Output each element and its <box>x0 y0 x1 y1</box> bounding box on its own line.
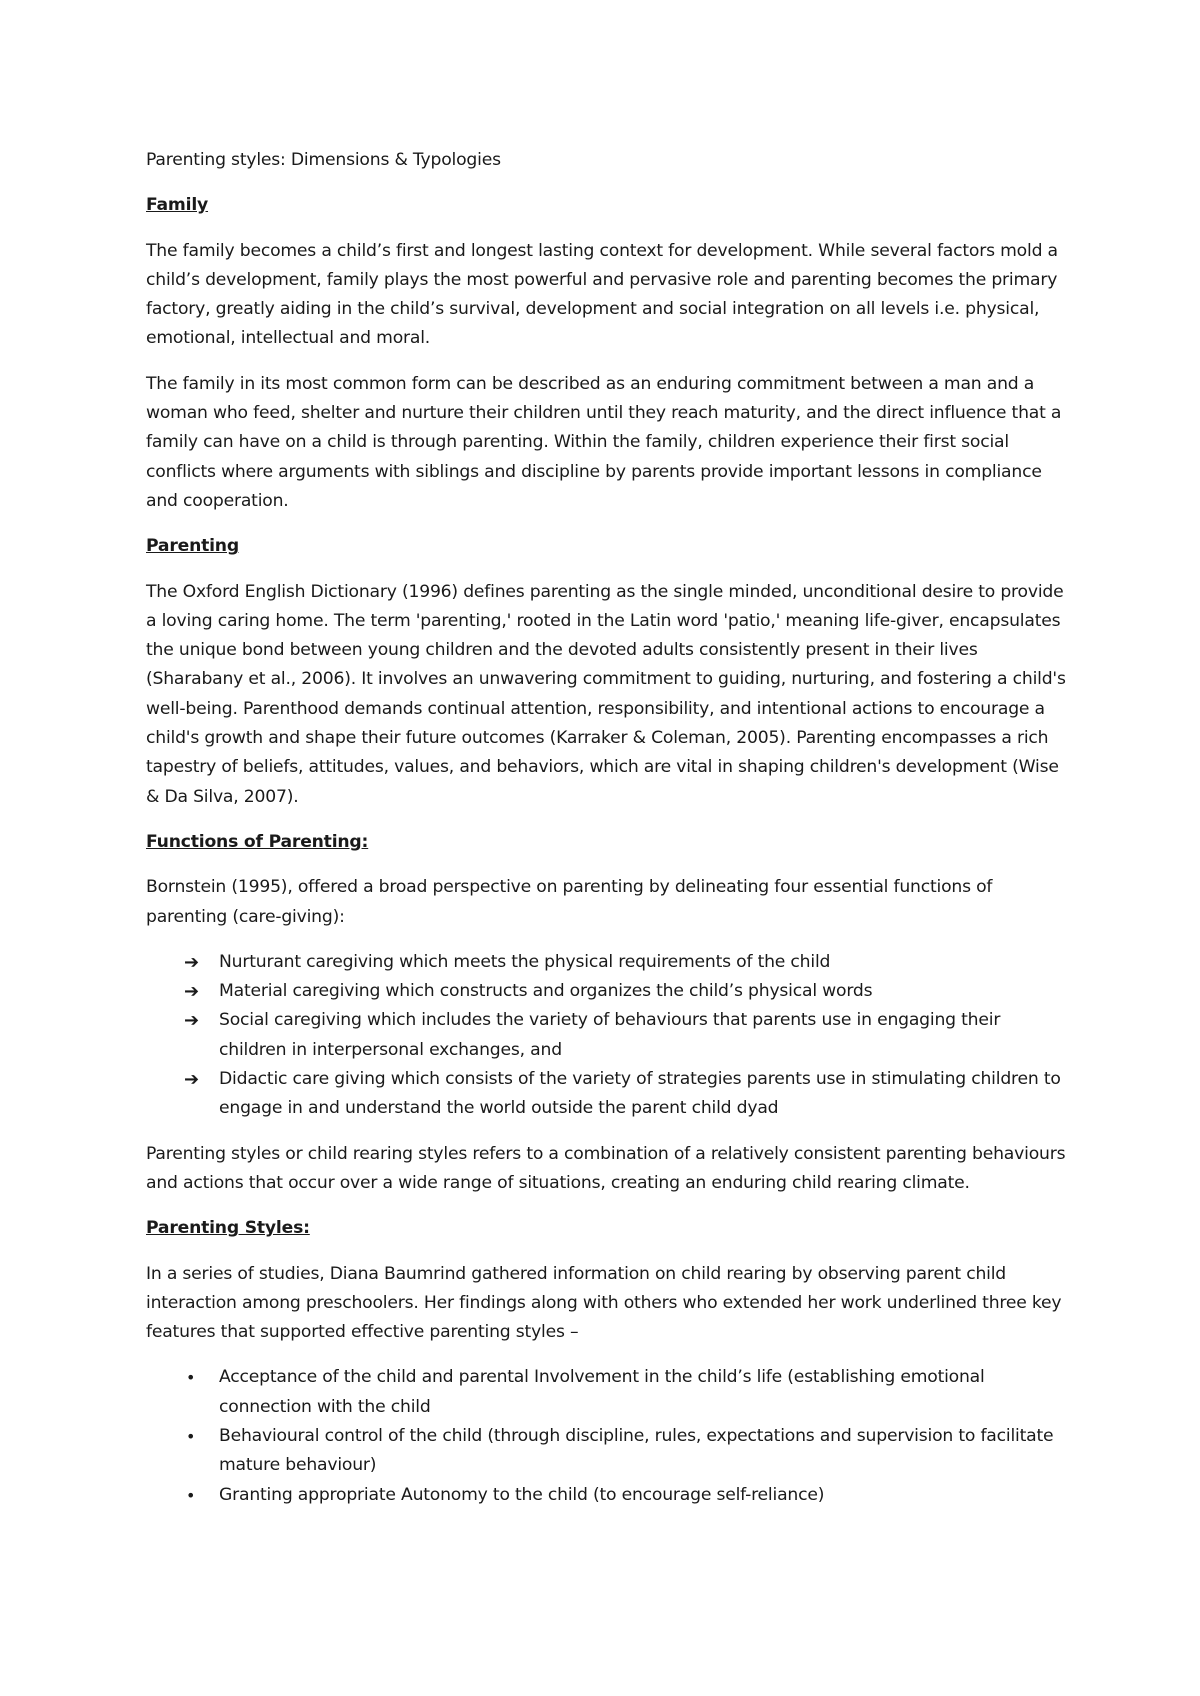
styles-list <box>146 1363 1066 1509</box>
arrow-icon: ➔ <box>184 951 199 973</box>
family-paragraph-1: The family becomes a child’s first and longest lasting context for development. While several factors mold a child’s development, family plays the most powerful and pervasive role and parenting becomes the primary factory, greatly aiding in the child’s survival, development and social integration on all levels i.e. physical, emotional, intellectual and moral. <box>146 240 1058 349</box>
list-item <box>146 1422 1066 1481</box>
list-item <box>146 977 1066 1006</box>
list-item-text: Social caregiving which includes the variety of behaviours that parents use in engaging their children in interpersonal exchanges, and <box>219 1010 1001 1060</box>
list-item <box>146 1006 1066 1065</box>
bullet-icon: • <box>186 1485 196 1505</box>
document-title: Parenting styles: Dimensions & Typologies <box>146 150 501 170</box>
parenting-paragraph-1: The Oxford English Dictionary (1996) defines parenting as the single minded, unconditional desire to provide a loving caring home. The term 'parenting,' rooted in the Latin word 'patio,' meaning life-giver, encapsulates the unique bond between young children and the devoted adults consistently present in their lives (Sharabany et al., 2006). It involves an unwavering commitment to guiding, nurturing, and fostering a child's well-being. Parenthood demands continual attention, responsibility, and intentional actions to encourage a child's growth and shape their future outcomes (Karraker & Coleman, 2005). Parenting encompasses a rich tapestry of beliefs, attitudes, values, and behaviors, which are vital in shaping children's development (Wise & Da Silva, 2007). <box>146 581 1066 807</box>
family-paragraph-2: The family in its most common form can be described as an enduring commitment between a man and a woman who feed, shelter and nurture their children until they reach maturity, and the direct influence that a family can have on a child is through parenting. Within the family, children experience their first social conflicts where arguments with siblings and discipline by parents provide important lessons in compliance and cooperation. <box>146 373 1062 511</box>
list-item-text: Didactic care giving which consists of the variety of strategies parents use in stimulating children to engage in and understand the world outside the parent child dyad <box>219 1069 1061 1119</box>
functions-closing: Parenting styles or child rearing styles refers to a combination of a relatively consistent parenting behaviours and actions that occur over a wide range of situations, creating an enduring child rearing climate. <box>146 1143 1066 1193</box>
list-item <box>146 1065 1066 1124</box>
list-item <box>146 1481 1066 1510</box>
list-item-text: Acceptance of the child and parental Involvement in the child’s life (establishing emotional connection with the child <box>219 1367 985 1417</box>
arrow-icon: ➔ <box>184 981 199 1003</box>
styles-intro: In a series of studies, Diana Baumrind gathered information on child rearing by observing parent child interaction among preschoolers. Her findings along with others who extended her work underlined three key features that supported effective parenting styles – <box>146 1263 1062 1343</box>
list-item <box>146 1363 1066 1422</box>
bullet-icon: • <box>186 1368 196 1388</box>
list-item <box>146 948 1066 977</box>
document-page <box>146 146 1066 1526</box>
functions-list <box>146 948 1066 1124</box>
section-heading-functions: Functions of Parenting: <box>146 831 369 852</box>
section-heading-family: Family <box>146 195 209 216</box>
functions-intro: Bornstein (1995), offered a broad perspective on parenting by delineating four essential functions of parenting (care-giving): <box>146 877 993 927</box>
list-item-text: Nurturant caregiving which meets the physical requirements of the child <box>219 951 831 972</box>
list-item-text: Behavioural control of the child (through discipline, rules, expectations and supervision to facilitate mature behaviour) <box>219 1425 1054 1476</box>
list-item-text: Material caregiving which constructs and organizes the child’s physical words <box>219 981 873 1002</box>
section-heading-styles: Parenting Styles: <box>146 1218 310 1239</box>
arrow-icon: ➔ <box>184 1069 199 1091</box>
section-heading-parenting: Parenting <box>146 536 239 557</box>
bullet-icon: • <box>186 1426 196 1446</box>
list-item-text: Granting appropriate Autonomy to the child (to encourage self-reliance) <box>219 1484 825 1505</box>
arrow-icon: ➔ <box>184 1010 199 1032</box>
